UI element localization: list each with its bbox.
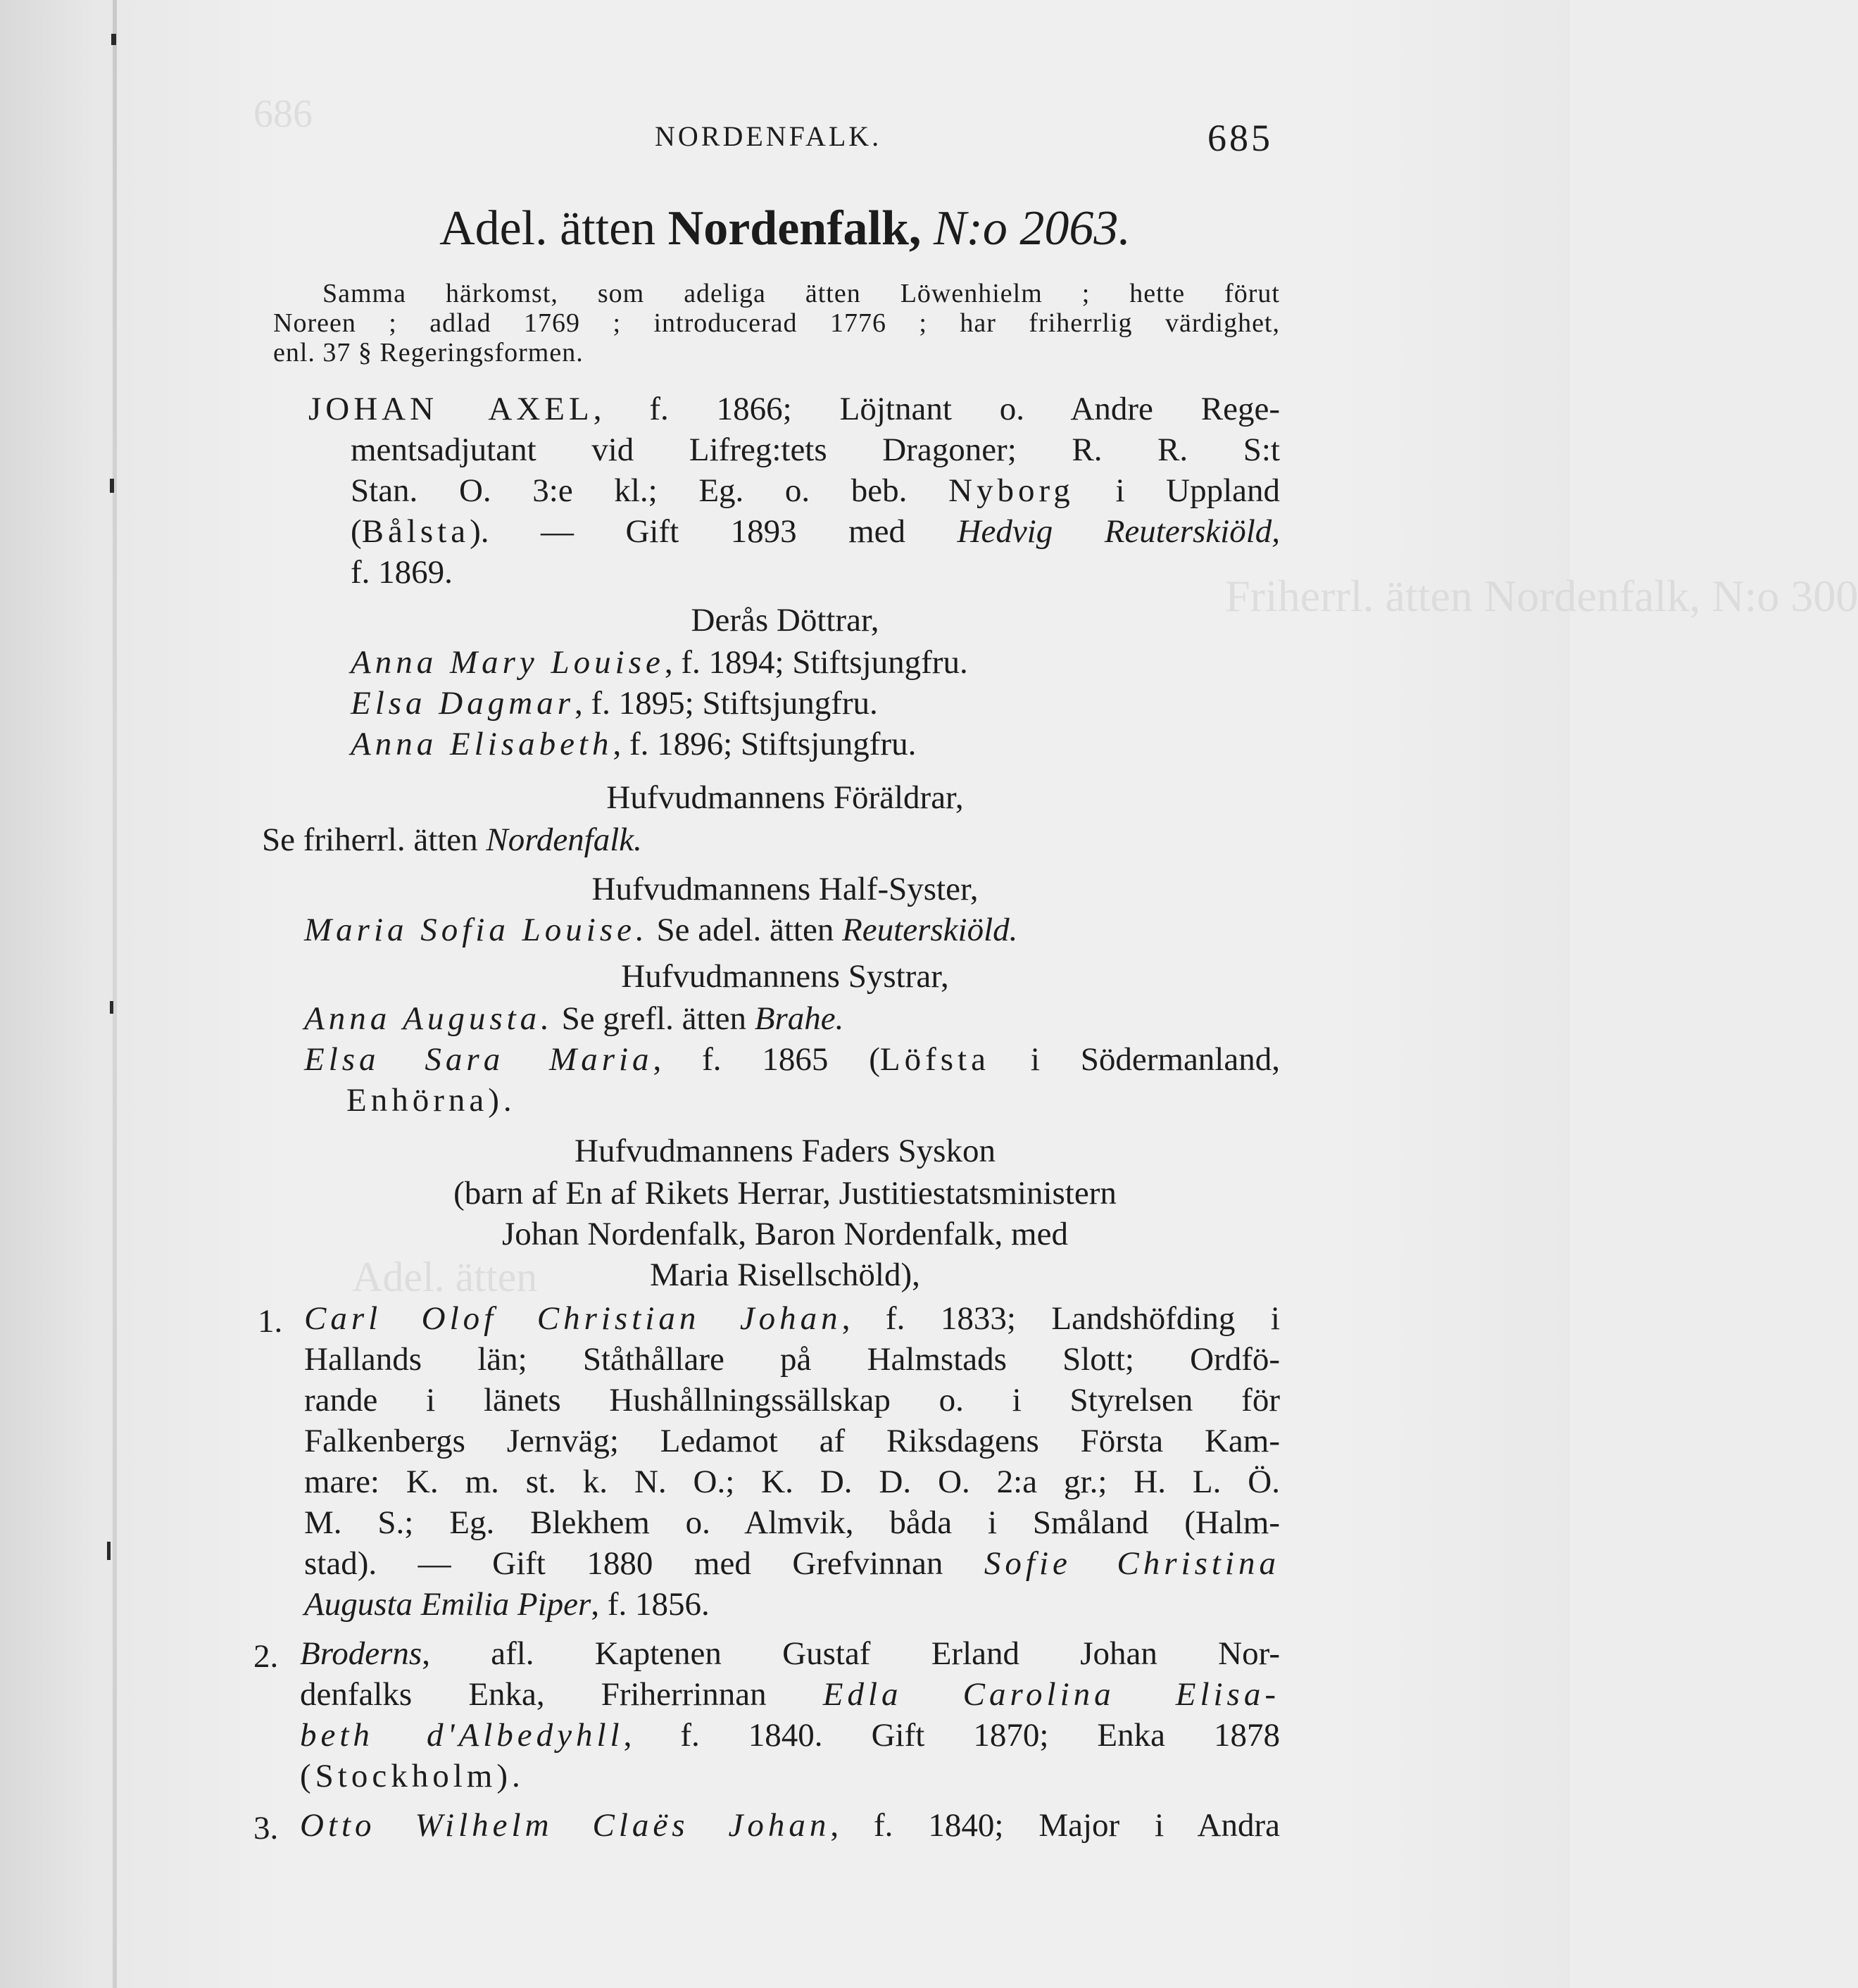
entry-line: [304, 1547, 1280, 1580]
entry-text: , f. 1833; Landshöfding i: [841, 1300, 1280, 1337]
daughter-name: Anna Mary Louise: [351, 644, 665, 681]
sister-entry: [304, 1002, 843, 1036]
head-of-house-line: [351, 474, 1280, 508]
spouse-name: Edla Carolina Elisa-: [822, 1676, 1280, 1713]
head-of-house-text: (: [351, 513, 362, 550]
place-name: Löfsta: [879, 1041, 990, 1078]
entry-text: denfalks Enka, Friherrinnan: [300, 1676, 823, 1713]
intro-line: Noreen ; adlad 1769 ; introducerad 1776 ; har friherrlig värdighet,: [273, 308, 1280, 338]
daughter-text: , f. 1894; Stiftsjungfru.: [664, 644, 968, 681]
page-number: 685: [1207, 117, 1273, 159]
title-number: N:o 2063.: [921, 201, 1131, 256]
sister-name: Elsa Sara Maria: [304, 1041, 653, 1078]
reference-family: Nordenfalk.: [486, 822, 642, 858]
daughter-name: Anna Elisabeth: [351, 726, 613, 762]
reference-text: Se friherrl. ätten: [262, 822, 487, 858]
parents-reference: [262, 824, 642, 857]
entry-line: [304, 1588, 710, 1621]
bleed-through-text: 686: [253, 92, 313, 136]
post-office-name: Bålsta: [361, 513, 470, 550]
sister-name: Anna Augusta.: [304, 1000, 553, 1037]
entry-line: M. S.; Eg. Blekhem o. Almvik, båda i Småland (Halm-: [304, 1504, 1280, 1541]
daughter-name: Elsa Dagmar: [351, 685, 575, 722]
section-title: [0, 201, 1570, 257]
entry-line: rande i länets Hushållningssällskap o. i Styrelsen för: [304, 1382, 1280, 1418]
fathers-siblings-heading: Hufvudmannens Faders Syskon: [575, 1133, 996, 1169]
entry-number: 2.: [253, 1638, 279, 1675]
spouse-name: Hedvig Reuterskiöld,: [957, 513, 1281, 550]
edge-mark: [110, 1001, 113, 1014]
edge-mark: [110, 479, 114, 493]
sister-text: i Södermanland,: [989, 1041, 1280, 1078]
fathers-siblings-subheading: Maria Risellschöld),: [650, 1257, 920, 1293]
entry-line: Hallands län; Ståthållare på Halmstads Slott; Ordfö-: [304, 1341, 1280, 1378]
title-family-name: Nordenfalk,: [667, 201, 922, 256]
daughters-heading: Derås Döttrar,: [691, 602, 879, 638]
entry-text: , f. 1840. Gift 1870; Enka 1878: [623, 1717, 1280, 1754]
sister-text: , f. 1865 (: [653, 1041, 880, 1078]
head-of-house-text: Stan. O. 3:e kl.; Eg. o. beb.: [351, 472, 949, 509]
spouse-name: Sofie Christina: [984, 1545, 1280, 1582]
entry-text: stad). — Gift 1880 med Grefvinnan: [304, 1545, 984, 1582]
intro-line: Samma härkomst, som adeliga ätten Löwenhielm ; hette förut: [322, 279, 1280, 308]
reference-family: Reuterskiöld.: [842, 912, 1018, 948]
entry-name: Broderns: [300, 1635, 422, 1672]
fathers-siblings-subheading: Johan Nordenfalk, Baron Nordenfalk, med: [502, 1216, 1068, 1252]
entry-text: , f. 1856.: [591, 1586, 710, 1623]
page-gutter-edge: [113, 0, 117, 1988]
running-head: NORDENFALK.: [655, 120, 882, 152]
entry-line: [300, 1678, 1280, 1711]
intro-line: enl. 37 § Regeringsformen.: [273, 338, 584, 367]
half-sister-entry: [304, 914, 1017, 947]
head-of-house-text: ). — Gift 1893 med: [470, 513, 958, 550]
edge-mark: [111, 34, 116, 45]
reference-text: Se grefl. ätten: [553, 1000, 755, 1037]
parents-heading: Hufvudmannens Föräldrar,: [606, 779, 964, 816]
entry-text: , afl. Kaptenen Gustaf Erland Johan Nor-: [422, 1635, 1280, 1672]
entry-line: [300, 1637, 1280, 1671]
reference-text: Se adel. ätten: [648, 912, 843, 948]
head-of-house-line: f. 1869.: [351, 554, 453, 591]
head-of-house-text: i Uppland: [1074, 472, 1281, 509]
title-prefix: Adel. ätten: [439, 201, 668, 256]
sisters-heading: Hufvudmannens Systrar,: [621, 958, 949, 995]
entry-line: mare: K. m. st. k. N. O.; K. D. D. O. 2:a gr.; H. L. Ö.: [304, 1464, 1280, 1500]
head-of-house-line: [351, 515, 1280, 548]
entry-name: Otto Wilhelm Claës Johan: [300, 1807, 831, 1844]
entry-line: (Stockholm).: [300, 1758, 525, 1794]
half-sister-heading: Hufvudmannens Half-Syster,: [591, 871, 979, 907]
entry-line: Falkenbergs Jernväg; Ledamot af Riksdagens Första Kam-: [304, 1423, 1280, 1459]
entry-line: [300, 1809, 1280, 1842]
estate-name: Nyborg: [948, 472, 1074, 509]
spouse-name: beth d'Albedyhll: [300, 1717, 624, 1754]
half-sister-name: Maria Sofia Louise.: [304, 912, 648, 948]
entry-line: [300, 1719, 1280, 1752]
daughter-text: , f. 1896; Stiftsjungfru.: [613, 726, 917, 762]
head-of-house-line: [308, 393, 1280, 426]
entry-number: 3.: [253, 1810, 279, 1847]
entry-name: Carl Olof Christian Johan: [304, 1300, 842, 1337]
bleed-through-text: Friherrl. ätten Nordenfalk, N:o 300: [1225, 571, 1858, 621]
spouse-name: Augusta Emilia Piper: [304, 1586, 591, 1623]
bleed-through-text: Adel. ätten: [352, 1254, 538, 1300]
entry-line: [304, 1302, 1280, 1335]
entry-number: 1.: [258, 1303, 283, 1340]
head-of-house-name: JOHAN AXEL: [308, 391, 594, 427]
edge-mark: [107, 1542, 111, 1560]
head-of-house-line: mentsadjutant vid Lifreg:tets Dragoner; R. R. S:t: [351, 432, 1280, 468]
sister-entry: [304, 1043, 1280, 1076]
fathers-siblings-subheading: (barn af En af Rikets Herrar, Justitiestatsministern: [453, 1175, 1117, 1212]
daughter-entry: [351, 646, 968, 679]
head-of-house-text: , f. 1866; Löjtnant o. Andre Rege-: [593, 391, 1280, 427]
sister-entry-line: Enhörna).: [346, 1082, 516, 1119]
reference-family: Brahe.: [754, 1000, 844, 1037]
daughter-entry: [351, 687, 878, 720]
daughter-text: , f. 1895; Stiftsjungfru.: [574, 685, 878, 722]
daughter-entry: [351, 728, 916, 761]
entry-text: , f. 1840; Major i Andra: [830, 1807, 1280, 1844]
